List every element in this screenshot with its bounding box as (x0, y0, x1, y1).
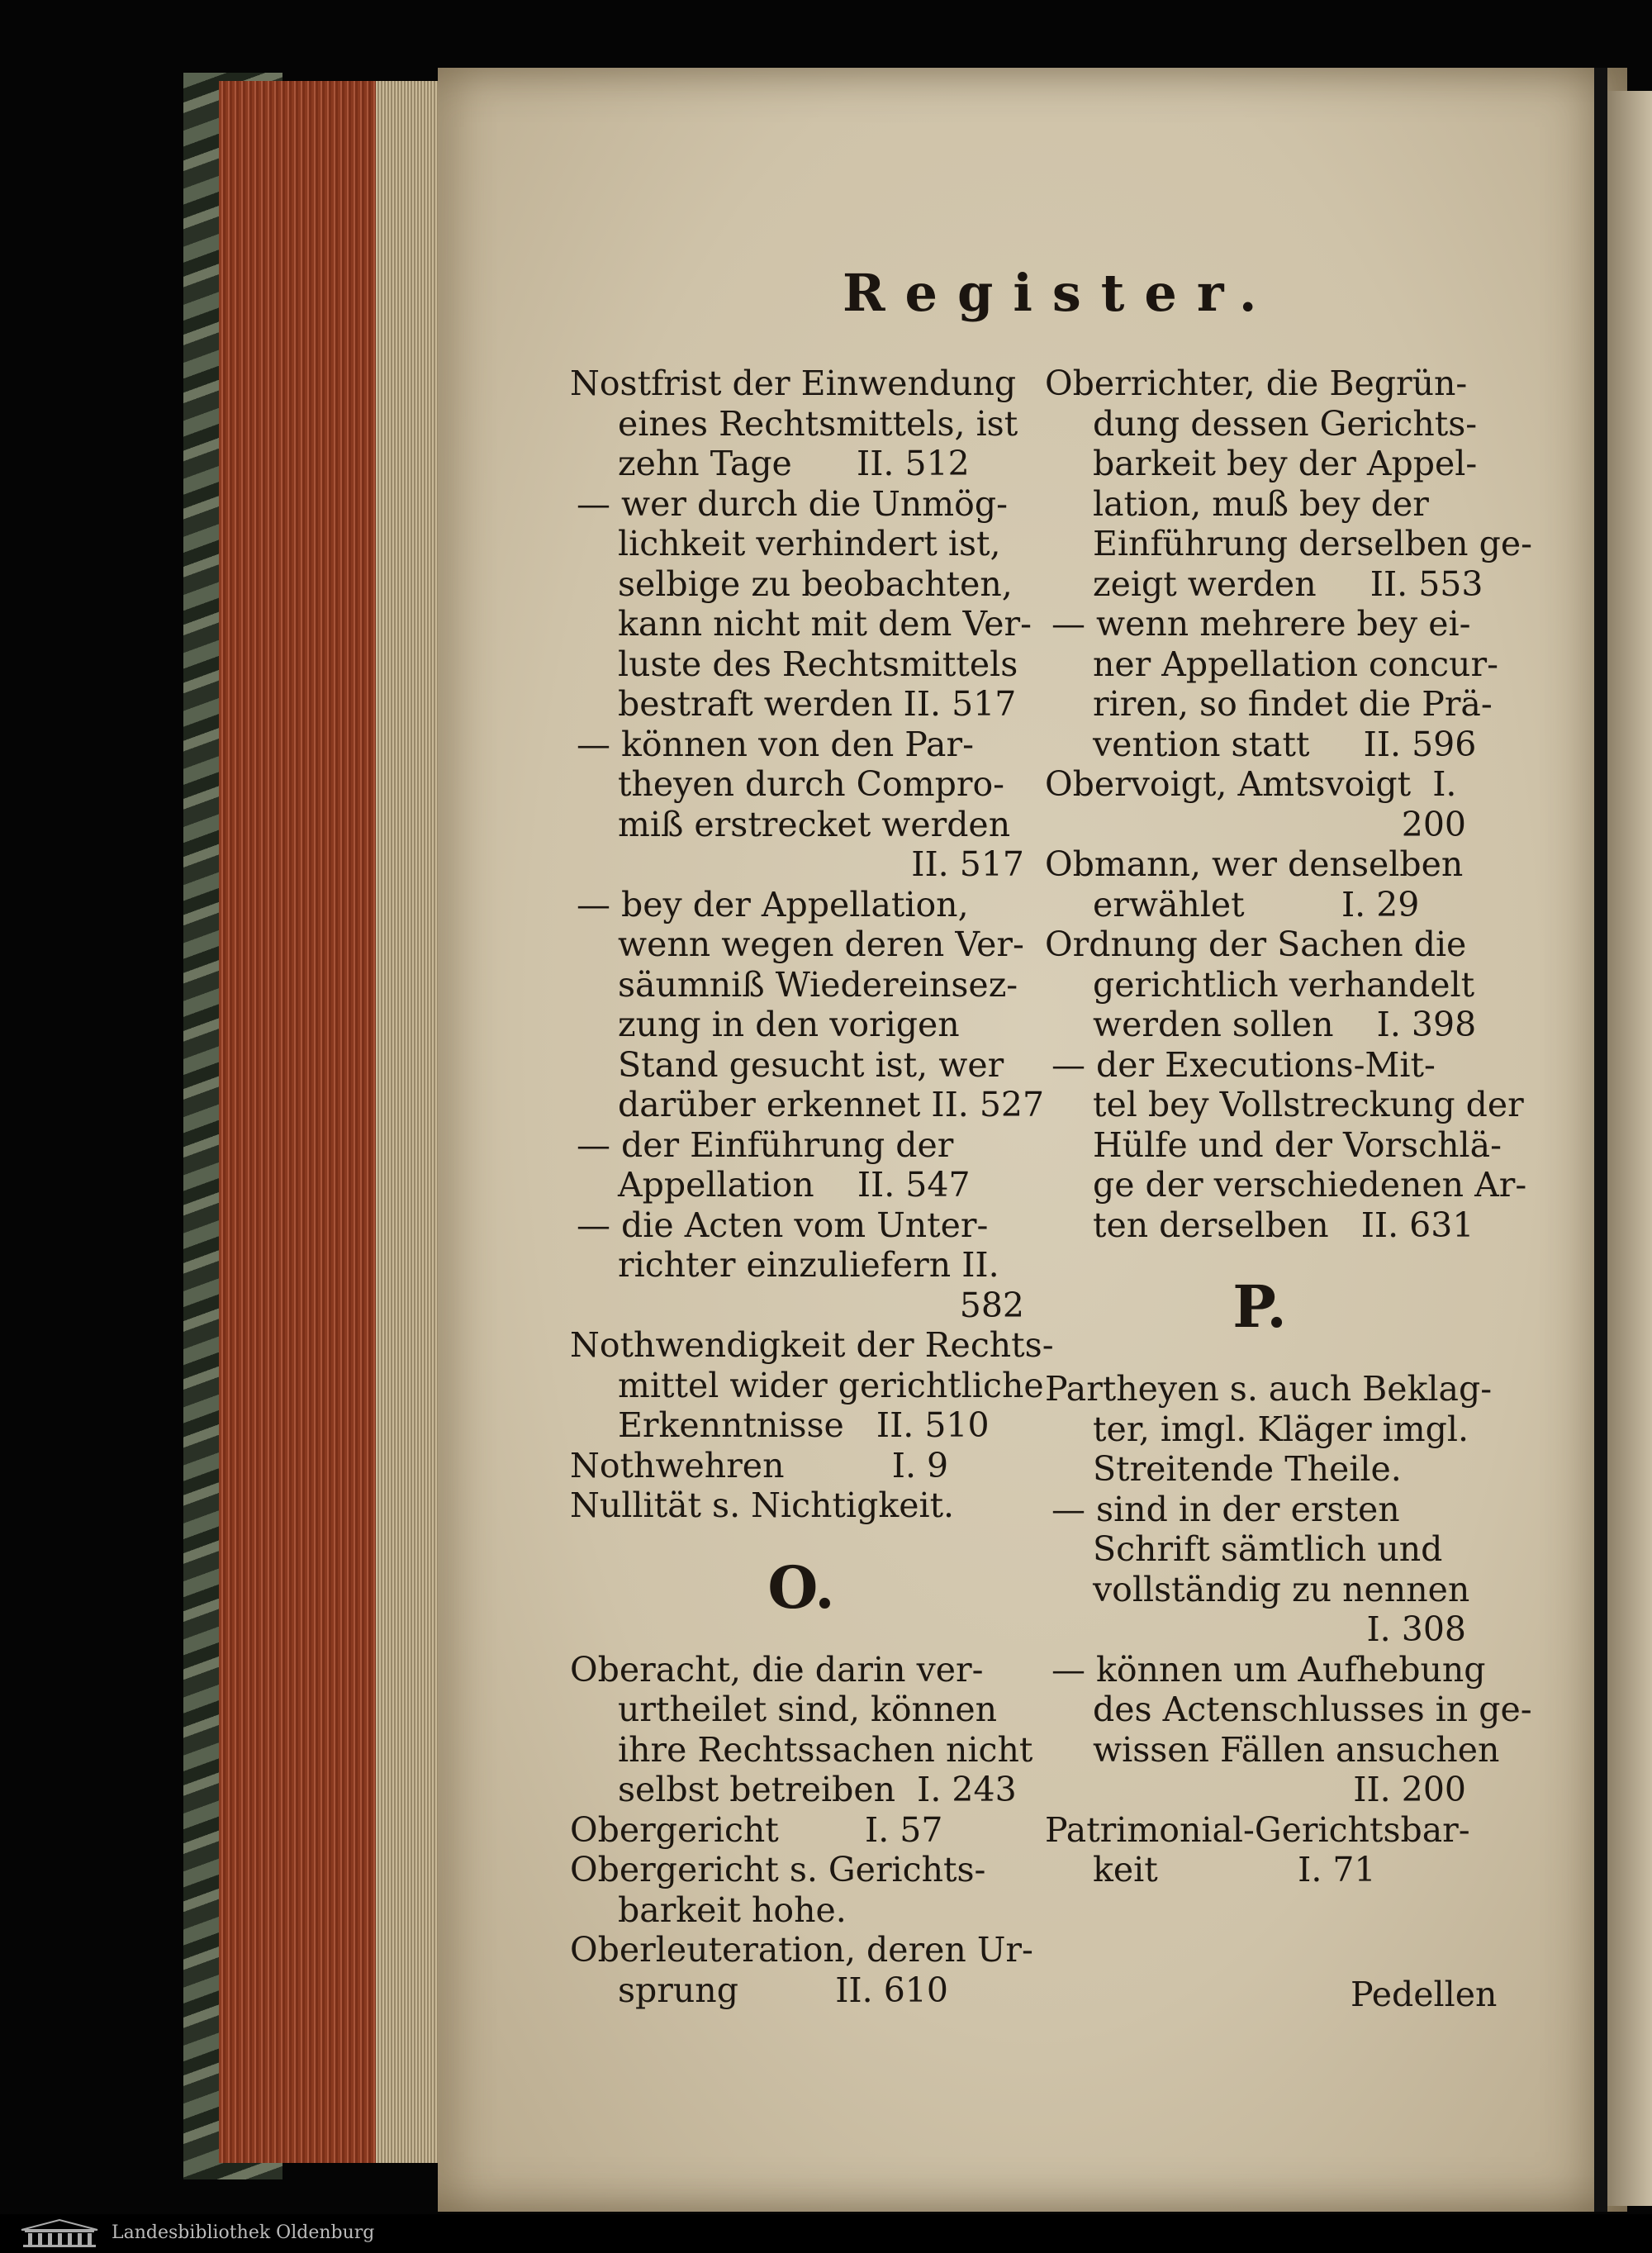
index-entry: bestraft werden II. 517 (618, 684, 1017, 724)
index-entry: luste des Rechtsmittels (618, 644, 1018, 684)
index-entry: — können von den Par- (577, 724, 974, 764)
index-entry: Oberacht, die darin ver- (570, 1649, 984, 1690)
right-column (1045, 364, 1532, 1890)
index-entry: Nostfrist der Einwendung (570, 364, 1017, 403)
index-entry: sprung II. 610 (618, 1970, 948, 2010)
index-entry: vollständig zu nennen (1093, 1569, 1470, 1609)
index-entry: — sind in der ersten (1051, 1489, 1400, 1529)
library-building-icon (18, 2218, 101, 2248)
index-entry: 582 (959, 1285, 1024, 1325)
index-entry: — die Acten vom Unter- (577, 1205, 989, 1245)
index-entry: darüber erkennet II. 527 (618, 1085, 1045, 1124)
index-entry: Einführung derselben ge- (1093, 524, 1532, 563)
index-entry: Obmann, wer denselben (1045, 844, 1464, 884)
facing-page-edge (1607, 91, 1652, 2206)
index-entry: II. 200 (1353, 1770, 1466, 1809)
index-entry: Obergericht s. Gerichts- (570, 1850, 986, 1889)
index-entry: werden sollen I. 398 (1093, 1005, 1477, 1044)
left-column (570, 364, 1054, 2010)
index-entry: — der Executions-Mit- (1051, 1044, 1436, 1085)
index-entry: — können um Aufhebung (1051, 1649, 1486, 1690)
index-entry: kann nicht mit dem Ver- (618, 604, 1032, 644)
index-entry: Oberleuteration, deren Ur- (570, 1930, 1033, 1970)
index-entry: lichkeit verhindert ist, (618, 524, 1001, 563)
index-entry: Appellation II. 547 (618, 1165, 971, 1205)
index-entry: mittel wider gerichtliche (618, 1365, 1044, 1405)
index-entry: Nothwendigkeit der Rechts- (570, 1325, 1054, 1365)
index-entry: ner Appellation concur- (1093, 644, 1498, 684)
page-title: Register. (843, 263, 1277, 323)
index-entry: zung in den vorigen (618, 1005, 960, 1044)
index-entry: Obergericht I. 57 (570, 1809, 943, 1850)
index-entry: eines Rechtsmittels, ist (618, 403, 1018, 444)
index-entry: keit I. 71 (1093, 1850, 1376, 1889)
catchword: Pedellen (1351, 1975, 1498, 2014)
index-entry: wenn wegen deren Ver- (618, 924, 1024, 964)
index-entry: vention statt II. 596 (1093, 724, 1477, 764)
index-entry: Partheyen s. auch Beklag- (1045, 1369, 1493, 1409)
gutter (1594, 68, 1607, 2212)
index-entry: — wer durch die Unmög- (577, 483, 1008, 524)
index-entry: theyen durch Compro- (618, 764, 1004, 804)
index-entry: richter einzuliefern II. (618, 1245, 999, 1285)
index-entry: urtheilet sind, können (618, 1690, 998, 1729)
index-entry: selbst betreiben I. 243 (618, 1770, 1017, 1809)
index-entry: säumniß Wiedereinsez- (618, 964, 1018, 1005)
index-entry: miß erstrecket werden (618, 804, 1011, 844)
index-entry: zeigt werden II. 553 (1093, 563, 1483, 604)
index-entry: — bey der Appellation, (577, 884, 969, 924)
section-letter-o: O. (767, 1552, 835, 1622)
index-entry: ten derselben II. 631 (1093, 1205, 1474, 1245)
index-entry: ter, imgl. Kläger imgl. (1093, 1409, 1469, 1449)
index-entry: tel bey Vollstreckung der (1093, 1085, 1524, 1124)
index-entry: — wenn mehrere bey ei- (1051, 604, 1471, 644)
index-entry: barkeit bey der Appel- (1093, 444, 1478, 483)
index-entry: Erkenntnisse II. 510 (618, 1405, 990, 1445)
index-entry: des Actenschlusses in ge- (1093, 1690, 1532, 1729)
index-entry: ge der verschiedenen Ar- (1093, 1165, 1527, 1205)
library-name: Landesbibliothek Oldenburg (112, 2222, 375, 2243)
index-entry: ihre Rechtssachen nicht (618, 1729, 1033, 1770)
index-entry: Nullität s. Nichtigkeit. (570, 1485, 955, 1525)
section-letter-p: P. (1232, 1272, 1287, 1341)
index-entry: Stand gesucht ist, wer (618, 1044, 1004, 1085)
index-entry: — der Einführung der (577, 1124, 954, 1165)
index-entry: wissen Fällen ansuchen (1093, 1729, 1500, 1770)
index-entry: selbige zu beobachten, (618, 563, 1013, 604)
index-entry: Patrimonial-Gerichtsbar- (1045, 1809, 1470, 1850)
index-entry: Hülfe und der Vorschlä- (1093, 1124, 1502, 1165)
index-entry: erwählet I. 29 (1093, 884, 1420, 924)
index-entry: Ordnung der Sachen die (1045, 924, 1467, 964)
index-entry: barkeit hohe. (618, 1889, 847, 1930)
index-entry: Schrift sämtlich und (1093, 1529, 1443, 1569)
index-entry: gerichtlich verhandelt (1093, 964, 1475, 1005)
index-entry: lation, muß bey der (1093, 483, 1429, 524)
index-entry: zehn Tage II. 512 (618, 444, 970, 483)
page-edges-light (376, 81, 438, 2163)
index-entry: Nothwehren I. 9 (570, 1445, 949, 1485)
index-entry: riren, so findet die Prä- (1093, 684, 1493, 724)
index-entry: 200 (1401, 804, 1466, 844)
index-entry: Oberrichter, die Begrün- (1045, 364, 1468, 403)
index-entry: I. 308 (1366, 1609, 1466, 1649)
index-entry: dung dessen Gerichts- (1093, 403, 1478, 444)
index-entry: Streitende Theile. (1093, 1449, 1402, 1489)
index-entry: II. 517 (911, 844, 1024, 884)
index-entry: Obervoigt, Amtsvoigt I. (1045, 764, 1457, 804)
